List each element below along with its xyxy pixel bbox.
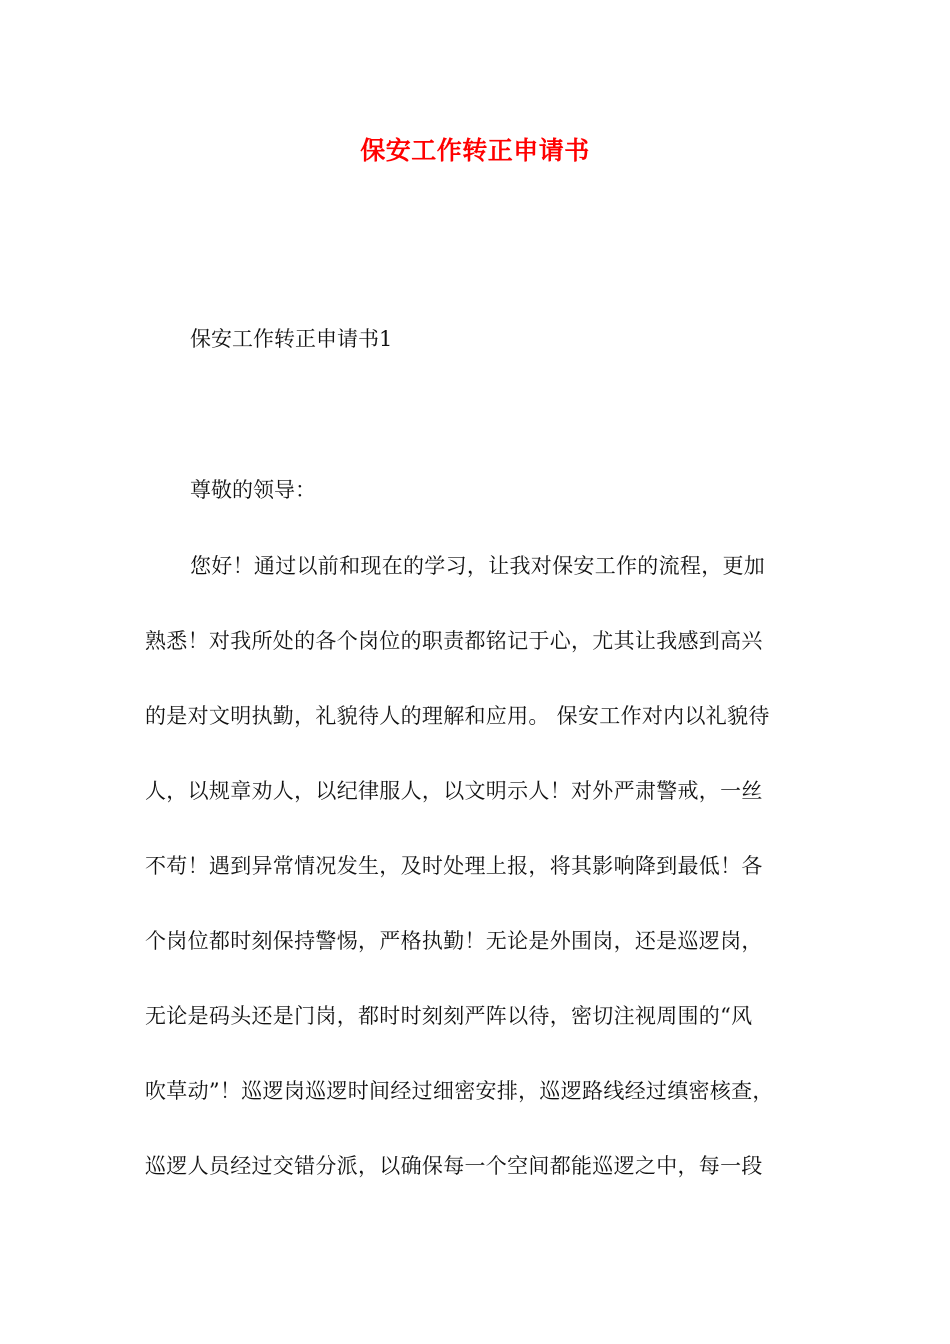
- body-line: 您好！通过以前和现在的学习，让我对保安工作的流程，更加: [190, 554, 766, 578]
- body-line: 不苟！遇到异常情况发生，及时处理上报，将其影响降到最低！各: [145, 854, 763, 878]
- salutation: 尊敬的领导：: [190, 478, 316, 502]
- document-title: 保安工作转正申请书: [360, 136, 590, 165]
- body-line: 巡逻人员经过交错分派，以确保每一个空间都能巡逻之中，每一段: [145, 1154, 763, 1178]
- section-heading: 保安工作转正申请书1: [190, 327, 393, 351]
- body-line: 无论是码头还是门岗，都时时刻刻严阵以待，密切注视周围的“风: [145, 1004, 753, 1028]
- body-line: 熟悉！对我所处的各个岗位的职责都铭记于心，尤其让我感到高兴: [145, 629, 763, 653]
- body-line: 的是对文明执勤，礼貌待人的理解和应用。 保安工作对内以礼貌待: [145, 704, 770, 728]
- body-line: 人，以规章劝人，以纪律服人，以文明示人！对外严肃警戒，一丝: [145, 779, 763, 803]
- body-line: 个岗位都时刻保持警惕，严格执勤！无论是外围岗，还是巡逻岗，: [145, 929, 763, 953]
- body-line: 吹草动”！巡逻岗巡逻时间经过细密安排，巡逻路线经过缜密核查，: [145, 1079, 774, 1103]
